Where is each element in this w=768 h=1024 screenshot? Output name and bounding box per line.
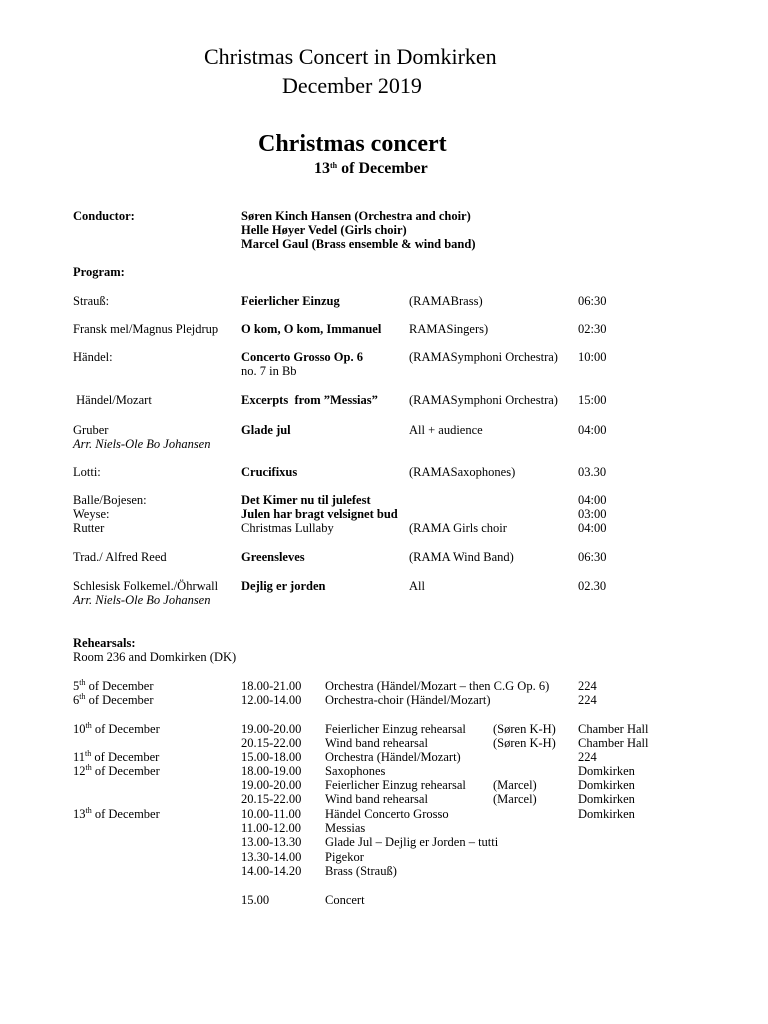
program-piece: O kom, O kom, Immanuel [241, 322, 382, 336]
rehearsal-date: 6th of December [73, 692, 154, 707]
header-line-1: Christmas Concert in Domkirken [204, 44, 497, 69]
program-piece: Julen har bragt velsignet bud [241, 507, 398, 521]
rehearsal-place: 224 [578, 693, 597, 707]
program-piece: Glade jul [241, 423, 291, 437]
program-performer: (RAMASymphoni Orchestra) [409, 393, 558, 407]
rehearsal-time: 15.00-18.00 [241, 750, 302, 764]
program-label: Program: [73, 265, 125, 279]
rehearsal-activity: Brass (Strauß) [325, 864, 397, 878]
program-duration: 02:30 [578, 322, 607, 336]
program-piece: Concerto Grosso Op. 6 [241, 350, 363, 364]
program-duration: 10:00 [578, 350, 607, 364]
rehearsal-date: 10th of December [73, 721, 160, 736]
program-duration: 04:00 [578, 423, 607, 437]
rehearsal-time: 13.30-14.00 [241, 850, 302, 864]
rehearsal-place: Domkirken [578, 764, 635, 778]
rehearsal-time: 14.00-14.20 [241, 864, 302, 878]
rehearsal-leader: (Marcel) [493, 778, 537, 792]
program-arranger: Arr. Niels-Ole Bo Johansen [73, 593, 211, 607]
rehearsal-activity: Wind band rehearsal [325, 736, 428, 750]
rehearsal-time: 19.00-20.00 [241, 778, 302, 792]
concert-title: Christmas concert [258, 131, 447, 157]
rehearsal-time: 20.15-22.00 [241, 792, 302, 806]
program-piece: Feierlicher Einzug [241, 294, 340, 308]
conductor-line: Søren Kinch Hansen (Orchestra and choir) [241, 209, 471, 223]
rehearsal-place: Domkirken [578, 792, 635, 806]
program-duration: 15:00 [578, 393, 607, 407]
rehearsal-date: 5th of December [73, 678, 154, 693]
program-composer: Gruber [73, 423, 109, 437]
rehearsal-time: 12.00-14.00 [241, 693, 302, 707]
program-duration: 02.30 [578, 579, 607, 593]
rehearsal-leader: (Søren K-H) [493, 736, 556, 750]
program-performer: (RAMASaxophones) [409, 465, 516, 479]
rehearsal-place: 224 [578, 679, 597, 693]
program-performer: (RAMA Wind Band) [409, 550, 514, 564]
program-piece: Greensleves [241, 550, 305, 564]
program-performer: All + audience [409, 423, 483, 437]
rehearsal-place: Chamber Hall [578, 736, 649, 750]
rehearsal-date: 11th of December [73, 749, 160, 764]
program-piece-subtitle: no. 7 in Bb [241, 364, 297, 378]
rehearsal-time: 13.00-13.30 [241, 835, 302, 849]
rehearsal-time: 18.00-19.00 [241, 764, 302, 778]
rehearsals-room: Room 236 and Domkirken (DK) [73, 650, 237, 664]
header-line-2: December 2019 [282, 73, 422, 98]
program-composer: Balle/Bojesen: [73, 493, 147, 507]
program-performer: (RAMA Girls choir [409, 521, 507, 535]
rehearsal-activity: Orchestra (Händel/Mozart – then C.G Op. 6) [325, 679, 550, 693]
rehearsal-activity: Glade Jul – Dejlig er Jorden – tutti [325, 835, 499, 849]
conductor-line: Helle Høyer Vedel (Girls choir) [241, 223, 407, 237]
rehearsal-activity: Concert [325, 893, 365, 907]
program-piece: Christmas Lullaby [241, 521, 334, 535]
rehearsal-activity: Messias [325, 821, 366, 835]
rehearsals-label: Rehearsals: [73, 636, 136, 650]
rehearsal-time: 19.00-20.00 [241, 722, 302, 736]
rehearsal-activity: Wind band rehearsal [325, 792, 428, 806]
rehearsal-date: 12th of December [73, 763, 160, 778]
program-performer: (RAMASymphoni Orchestra) [409, 350, 558, 364]
program-piece: Crucifixus [241, 465, 298, 479]
rehearsal-time: 20.15-22.00 [241, 736, 302, 750]
program-performer: (RAMABrass) [409, 294, 483, 308]
program-duration: 04:00 [578, 493, 607, 507]
program-composer: Weyse: [73, 507, 110, 521]
program-composer: Trad./ Alfred Reed [73, 550, 167, 564]
program-performer: All [409, 579, 425, 593]
rehearsal-date: 13th of December [73, 806, 160, 821]
rehearsal-time: 18.00-21.00 [241, 679, 302, 693]
program-composer: Fransk mel/Magnus Plejdrup [73, 322, 219, 336]
program-performer: RAMASingers) [409, 322, 489, 336]
program-duration: 06:30 [578, 294, 607, 308]
program-composer: Lotti: [73, 465, 101, 479]
program-duration: 06:30 [578, 550, 607, 564]
program-composer: Strauß: [73, 294, 110, 308]
program-duration: 03:00 [578, 507, 607, 521]
rehearsal-time: 15.00 [241, 893, 270, 907]
rehearsal-activity: Orchestra (Händel/Mozart) [325, 750, 461, 764]
rehearsal-place: Chamber Hall [578, 722, 649, 736]
program-duration: 03.30 [578, 465, 607, 479]
rehearsal-place: Domkirken [578, 807, 635, 821]
rehearsal-leader: (Søren K-H) [493, 722, 556, 736]
program-arranger: Arr. Niels-Ole Bo Johansen [73, 437, 211, 451]
rehearsal-time: 11.00-12.00 [241, 821, 301, 835]
program-composer: Schlesisk Folkemel./Öhrwall [73, 579, 219, 593]
rehearsal-place: Domkirken [578, 778, 635, 792]
rehearsal-activity: Pigekor [325, 850, 364, 864]
program-composer: Rutter [73, 521, 105, 535]
program-piece: Dejlig er jorden [241, 579, 326, 593]
rehearsal-activity: Saxophones [325, 764, 386, 778]
rehearsal-place: 224 [578, 750, 597, 764]
conductor-line: Marcel Gaul (Brass ensemble & wind band) [241, 237, 476, 251]
rehearsal-activity: Feierlicher Einzug rehearsal [325, 722, 466, 736]
rehearsal-activity: Feierlicher Einzug rehearsal [325, 778, 466, 792]
program-composer: Händel/Mozart [73, 393, 152, 407]
conductor-label: Conductor: [73, 209, 135, 223]
rehearsal-activity: Händel Concerto Grosso [325, 807, 449, 821]
program-piece: Det Kimer nu til julefest [241, 493, 371, 507]
rehearsal-time: 10.00-11.00 [241, 807, 301, 821]
program-piece: Excerpts from ”Messias” [241, 393, 378, 407]
concert-date: 13th of December [314, 160, 428, 177]
rehearsal-activity: Orchestra-choir (Händel/Mozart) [325, 693, 491, 707]
program-duration: 04:00 [578, 521, 607, 535]
program-composer: Händel: [73, 350, 113, 364]
rehearsal-leader: (Marcel) [493, 792, 537, 806]
